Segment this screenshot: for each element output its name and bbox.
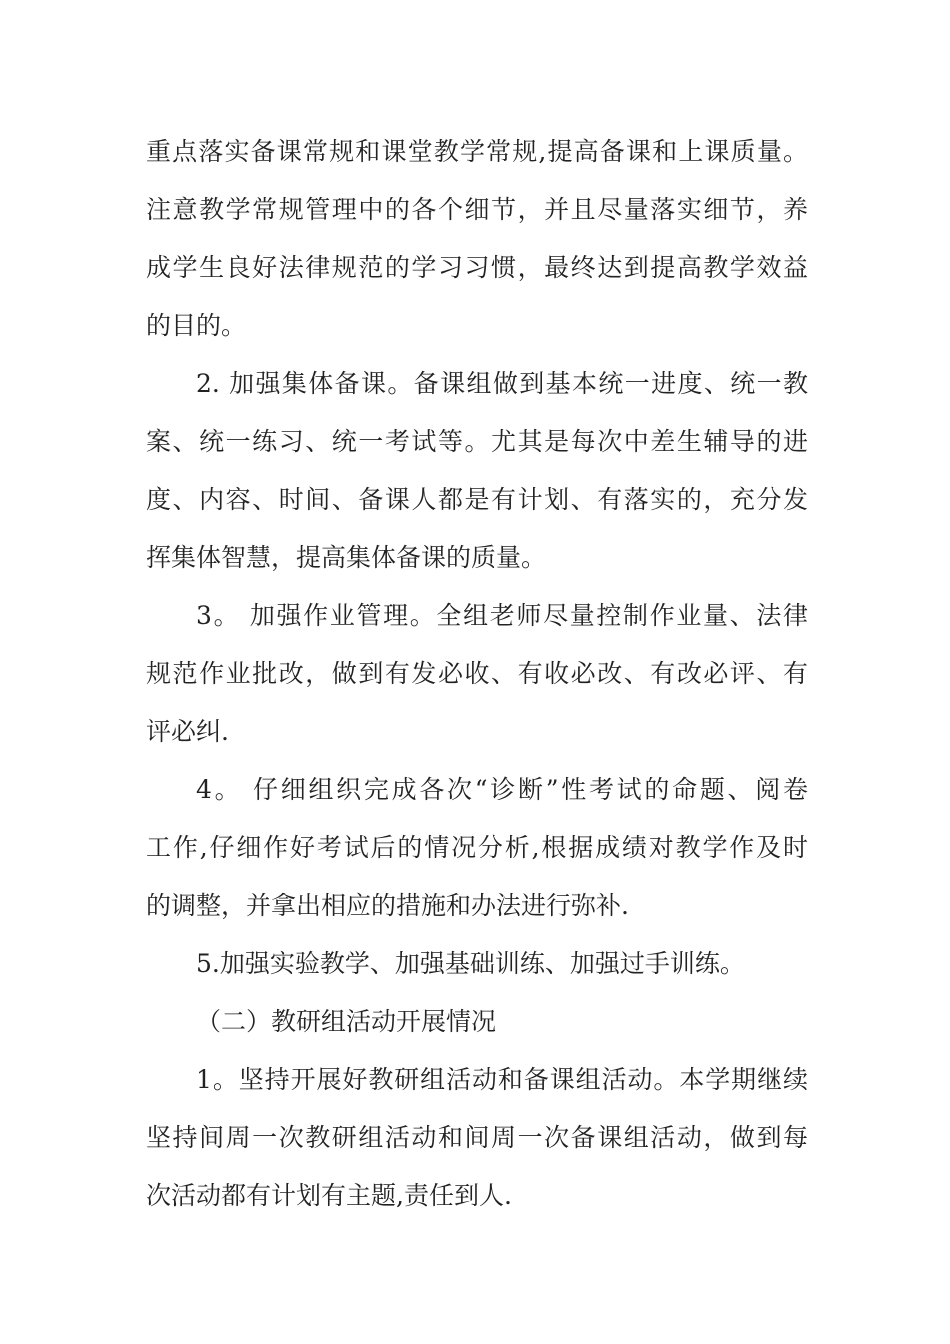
- text-line: 1。坚持开展好教研组活动和备课组活动。本学期继续: [196, 1065, 808, 1094]
- text-line: 2. 加强集体备课。备课组做到基本统一进度、统一教: [196, 369, 808, 398]
- text-line: 3。 加强作业管理。全组老师尽量控制作业量、法律: [196, 601, 808, 630]
- text-line: 成学生良好法律规范的学习习惯，最终达到提高教学效益: [146, 253, 808, 282]
- text-line: 度、内容、时间、备课人都是有计划、有落实的，充分发: [146, 485, 808, 514]
- section-heading: （二）教研组活动开展情况: [196, 1007, 497, 1036]
- text-line: 挥集体智慧，提高集体备课的质量。: [146, 543, 547, 572]
- document-body: [146, 123, 808, 1225]
- text-line: 案、统一练习、统一考试等。尤其是每次中差生辅导的进: [146, 427, 808, 456]
- text-line: 工作,仔细作好考试后的情况分析,根据成绩对教学作及时: [146, 833, 808, 862]
- text-line: 评必纠.: [146, 717, 229, 746]
- text-line: 的调整，并拿出相应的措施和办法进行弥补.: [146, 891, 629, 920]
- text-line: 的目的。: [146, 311, 247, 340]
- text-line: 规范作业批改，做到有发必收、有收必改、有改必评、有: [146, 659, 808, 688]
- text-line: 4。 仔细组织完成各次“诊断”性考试的命题、阅卷: [196, 775, 808, 804]
- text-line: 坚持间周一次教研组活动和间周一次备课组活动，做到每: [146, 1123, 808, 1152]
- text-line: 次活动都有计划有主题,责任到人.: [146, 1181, 512, 1210]
- text-line: 注意教学常规管理中的各个细节，并且尽量落实细节，养: [146, 195, 808, 224]
- text-line: 重点落实备课常规和课堂教学常规,提高备课和上课质量。: [146, 137, 808, 166]
- text-line: 5.加强实验教学、加强基础训练、加强过手训练。: [196, 949, 745, 978]
